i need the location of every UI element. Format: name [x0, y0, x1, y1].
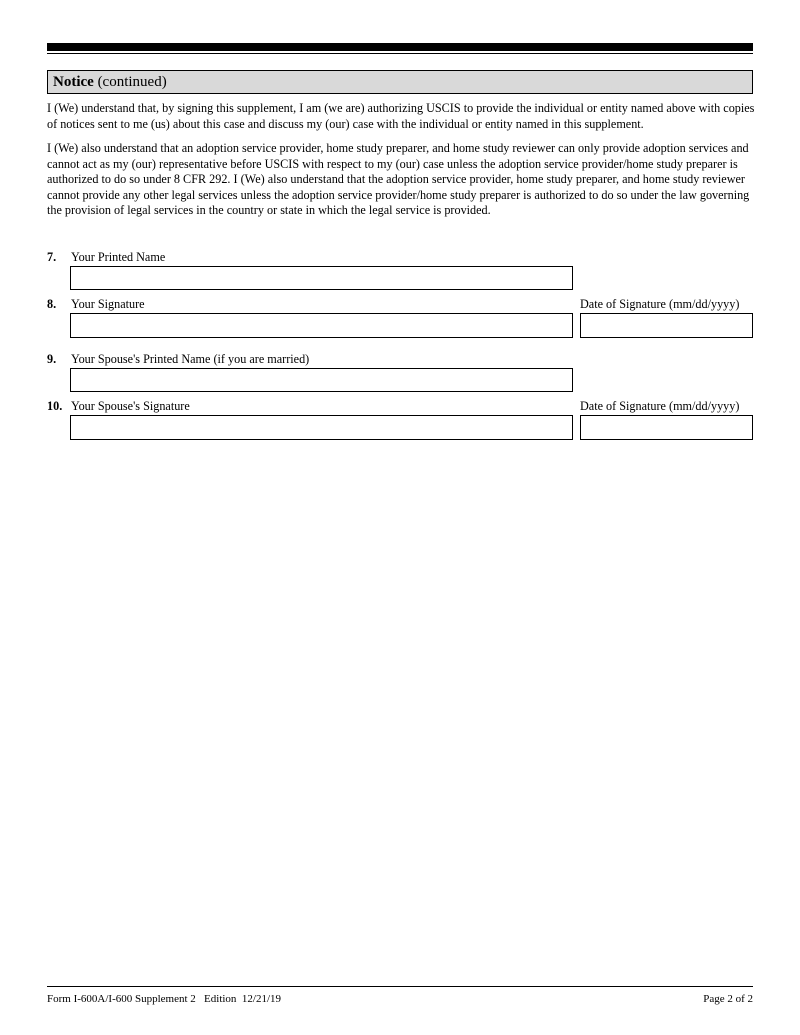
item-10-date-label: Date of Signature (mm/dd/yyyy) [580, 399, 740, 413]
item-7-label: Your Printed Name [71, 250, 166, 264]
section-title-rest: (continued) [93, 74, 167, 90]
top-rule-thin [47, 53, 753, 54]
spouse-printed-name-field[interactable] [70, 368, 573, 392]
signature-date-field[interactable] [580, 313, 753, 338]
footer-form-id: Form I-600A/I-600 Supplement 2 Edition 12/21/19 [47, 993, 282, 1005]
item-8-date-label: Date of Signature (mm/dd/yyyy) [580, 297, 740, 311]
item-8-label: Your Signature [71, 297, 145, 311]
section-title-bold: Notice [53, 74, 94, 90]
spouse-signature-date-field[interactable] [580, 415, 753, 440]
item-9-label: Your Spouse's Printed Name (if you are married) [71, 352, 310, 366]
item-9-number: 9. [47, 352, 57, 366]
item-10-number: 10. [47, 399, 63, 413]
item-10-label: Your Spouse's Signature [71, 399, 190, 413]
footer-rule [47, 986, 753, 987]
signature-field[interactable] [70, 313, 573, 338]
spouse-signature-field[interactable] [70, 415, 573, 440]
top-rule-thick [47, 43, 753, 51]
item-8-number: 8. [47, 297, 57, 311]
adoption-service-paragraph: I (We) also understand that an adoption service provider, home study preparer, and home study reviewer can only provide adoption services and cannot act as my (our) representative before USCIS with respect to my (our) case unless the adoption service provider/home study preparer is authorized to do so under 8 CFR 292. I (We) also understand that the adoption service provider, home study preparer, and home study reviewer cannot provide any other legal services unless the adoption service provider/home study preparer is authorized to do so under the law governing the provision of legal services in the country or state in which the legal service is provided. [47, 141, 750, 218]
section-header [47, 70, 753, 94]
authorization-paragraph: I (We) understand that, by signing this supplement, I am (we are) authorizing USCIS to provide the individual or entity named above with copies of notices sent to me (us) about this case and discuss my (our) case with the individual or entity named in this supplement. [47, 101, 755, 131]
printed-name-field[interactable] [70, 266, 573, 290]
footer-page-number: Page 2 of 2 [703, 993, 753, 1005]
item-7-number: 7. [47, 250, 57, 264]
